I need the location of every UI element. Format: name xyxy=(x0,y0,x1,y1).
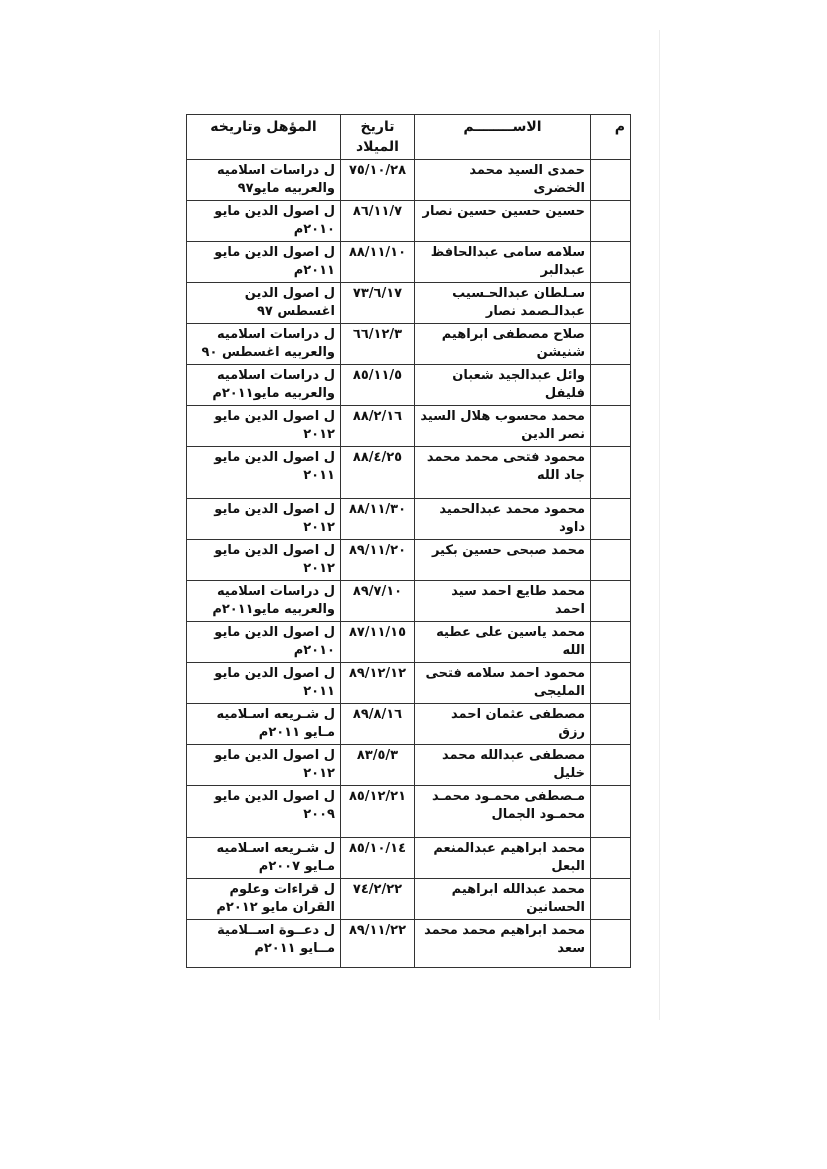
row-index-cell xyxy=(591,406,631,447)
row-name-cell: محمد ابراهيم محمد محمد سعد xyxy=(415,920,591,968)
row-name-cell: حسين حسين حسين نصار xyxy=(415,201,591,242)
row-dob-cell: ٨٥/١٠/١٤ xyxy=(341,838,415,879)
table-row xyxy=(187,540,631,581)
row-index-cell xyxy=(591,365,631,406)
row-index-cell xyxy=(591,540,631,581)
row-qualification-cell: ل اصول الدين مايو ٢٠٠٩ xyxy=(187,786,341,838)
row-index-cell xyxy=(591,283,631,324)
row-qualification-cell: ل اصول الدين مايو ٢٠١٢ xyxy=(187,540,341,581)
table-row xyxy=(187,663,631,704)
row-dob-cell: ٨٨/٤/٢٥ xyxy=(341,447,415,499)
table-row xyxy=(187,201,631,242)
row-dob-cell: ٨٩/١١/٢٢ xyxy=(341,920,415,968)
row-qualification-cell: ل دراسات اسلاميه والعربيه مايو٢٠١١م xyxy=(187,581,341,622)
row-index-cell xyxy=(591,838,631,879)
row-index-cell xyxy=(591,745,631,786)
row-name-cell: وائل عبدالجيد شعبان فليفل xyxy=(415,365,591,406)
row-index-cell xyxy=(591,160,631,201)
row-name-cell: مصطفى عبدالله محمد خليل xyxy=(415,745,591,786)
row-name-cell: محمود فتحى محمد محمد جاد الله xyxy=(415,447,591,499)
row-qualification-cell: ل شـريعه اسـلاميه مـايو ٢٠٠٧م xyxy=(187,838,341,879)
row-dob-cell: ٧٤/٢/٢٢ xyxy=(341,879,415,920)
table-row xyxy=(187,365,631,406)
row-name-cell: مـصطفى محمـود محمـد محمـود الجمال xyxy=(415,786,591,838)
table-row xyxy=(187,786,631,838)
page-edge-line xyxy=(659,30,660,1020)
table-row xyxy=(187,581,631,622)
row-name-cell: مصطفى عثمان احمد رزق xyxy=(415,704,591,745)
table-row xyxy=(187,406,631,447)
row-name-cell: محمد عبدالله ابراهيم الحسانين xyxy=(415,879,591,920)
row-name-cell: سـلطان عبدالحـسيب عبدالـصمد نصار xyxy=(415,283,591,324)
table-row xyxy=(187,879,631,920)
row-name-cell: سلامه سامى عبدالحافظ عبدالبر xyxy=(415,242,591,283)
row-index-cell xyxy=(591,324,631,365)
table-row xyxy=(187,704,631,745)
header-dob: تاريخ الميلاد xyxy=(341,115,415,160)
row-qualification-cell: ل دعــوة اســلامية مــايو ٢٠١١م xyxy=(187,920,341,968)
row-index-cell xyxy=(591,663,631,704)
row-qualification-cell: ل دراسات اسلاميه والعربيه مايو٩٧ xyxy=(187,160,341,201)
row-qualification-cell: ل اصول الدين مايو ٢٠١٠م xyxy=(187,201,341,242)
row-qualification-cell: ل دراسات اسلاميه والعربيه اغسطس ٩٠ xyxy=(187,324,341,365)
row-dob-cell: ٨٧/١١/١٥ xyxy=(341,622,415,663)
row-name-cell: محمد محسوب هلال السيد نصر الدين xyxy=(415,406,591,447)
row-name-cell: محمد صبحى حسين بكير xyxy=(415,540,591,581)
row-name-cell: محمود محمد عبدالحميد داود xyxy=(415,499,591,540)
row-dob-cell: ٧٣/٦/١٧ xyxy=(341,283,415,324)
table-row xyxy=(187,447,631,499)
row-dob-cell: ٨٨/١١/٣٠ xyxy=(341,499,415,540)
row-index-cell xyxy=(591,786,631,838)
table-row xyxy=(187,920,631,968)
row-qualification-cell: ل اصول الدين مايو ٢٠١١ xyxy=(187,663,341,704)
row-dob-cell: ٨٥/١٢/٢١ xyxy=(341,786,415,838)
row-dob-cell: ٨٩/١١/٢٠ xyxy=(341,540,415,581)
table-row xyxy=(187,622,631,663)
row-qualification-cell: ل اصول الدين مايو ٢٠١٢ xyxy=(187,406,341,447)
row-dob-cell: ٨٩/٧/١٠ xyxy=(341,581,415,622)
table-row xyxy=(187,242,631,283)
table-row xyxy=(187,324,631,365)
row-name-cell: محمد ابراهيم عبدالمنعم البعل xyxy=(415,838,591,879)
row-dob-cell: ٨٨/٢/١٦ xyxy=(341,406,415,447)
row-qualification-cell: ل اصول الدين مايو ٢٠١١م xyxy=(187,242,341,283)
row-dob-cell: ٨٩/٨/١٦ xyxy=(341,704,415,745)
roster-body xyxy=(187,160,631,968)
row-index-cell xyxy=(591,879,631,920)
row-index-cell xyxy=(591,622,631,663)
row-index-cell xyxy=(591,242,631,283)
row-index-cell xyxy=(591,704,631,745)
row-qualification-cell: ل شـريعه اسـلاميه مـايو ٢٠١١م xyxy=(187,704,341,745)
row-name-cell: محمد طايع احمد سيد احمد xyxy=(415,581,591,622)
table-row xyxy=(187,499,631,540)
row-qualification-cell: ل اصول الدين مايو ٢٠١٠م xyxy=(187,622,341,663)
row-qualification-cell: ل دراسات اسلاميه والعربيه مايو٢٠١١م xyxy=(187,365,341,406)
row-index-cell xyxy=(591,920,631,968)
row-qualification-cell: ل اصول الدين مايو ٢٠١١ xyxy=(187,447,341,499)
row-index-cell xyxy=(591,581,631,622)
table-row xyxy=(187,745,631,786)
row-dob-cell: ٨٨/١١/١٠ xyxy=(341,242,415,283)
row-dob-cell: ٧٥/١٠/٢٨ xyxy=(341,160,415,201)
row-qualification-cell: ل اصول الدين اغسطس ٩٧ xyxy=(187,283,341,324)
roster-table xyxy=(186,114,631,968)
table-row xyxy=(187,838,631,879)
row-name-cell: محمد ياسين على عطيه الله xyxy=(415,622,591,663)
row-dob-cell: ٨٩/١٢/١٢ xyxy=(341,663,415,704)
row-qualification-cell: ل اصول الدين مايو ٢٠١٢ xyxy=(187,499,341,540)
row-name-cell: صلاح مصطفى ابراهيم شنيشن xyxy=(415,324,591,365)
row-name-cell: حمدى السيد محمد الخضرى xyxy=(415,160,591,201)
row-index-cell xyxy=(591,201,631,242)
row-dob-cell: ٨٦/١١/٧ xyxy=(341,201,415,242)
header-row xyxy=(187,115,631,160)
header-qualification: المؤهل وتاريخه xyxy=(187,115,341,160)
row-qualification-cell: ل قراءات وعلوم القران مايو ٢٠١٢م xyxy=(187,879,341,920)
table-row xyxy=(187,283,631,324)
table-row xyxy=(187,160,631,201)
row-dob-cell: ٨٣/٥/٣ xyxy=(341,745,415,786)
row-dob-cell: ٦٦/١٢/٣ xyxy=(341,324,415,365)
row-name-cell: محمود احمد سلامه فتحى المليجى xyxy=(415,663,591,704)
row-index-cell xyxy=(591,447,631,499)
header-index: م xyxy=(591,115,631,160)
row-qualification-cell: ل اصول الدين مايو ٢٠١٢ xyxy=(187,745,341,786)
header-name: الاســــــــم xyxy=(415,115,591,160)
row-index-cell xyxy=(591,499,631,540)
row-dob-cell: ٨٥/١١/٥ xyxy=(341,365,415,406)
